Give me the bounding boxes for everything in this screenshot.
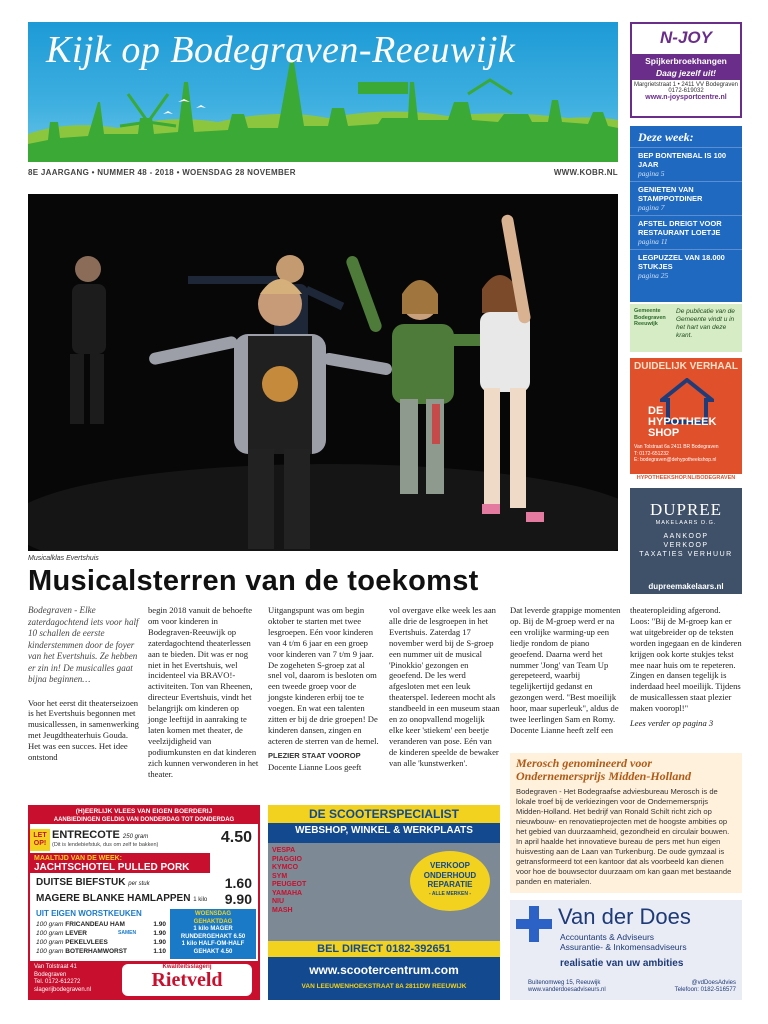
deze-week-item[interactable] (630, 147, 742, 181)
children-dancing-photo (28, 194, 618, 551)
article-lead: Bodegraven - Elke zaterdagochtend iets voor half 10 schallen de eerste kinderstemmen door de foyer van het Evertshuis. Ze hebben er zin in! De musicalles gaat bijna beginnen… (28, 605, 139, 684)
njoy-logo: N-JOY (660, 28, 712, 47)
deze-week-item-page: pagina 5 (638, 169, 665, 178)
service-badge: VERKOOP ONDERHOUD REPARATIE - ALLE MERKEN - (410, 851, 490, 911)
vanderdoes-contact: @vdDoesAdvies Telefoon: 0182-516577 (674, 980, 736, 993)
hypotheek-contact: Van Tolstraat 6a 2411 BR Bodegraven T: 0172-651232 E: bodegraven@dehypotheekshop.nl (634, 444, 719, 463)
vanderdoes-name: Van der Does (558, 904, 691, 929)
dupree-logo: DUPREE (649, 500, 723, 519)
issue-number: 8E JAARGANG • NUMMER 48 - 2018 • WOENSDAG 28 NOVEMBER (28, 168, 296, 177)
photo-caption: Musicalklas Evertshuis (28, 555, 99, 562)
product-entrecote: ENTRECOTE 250 gram (52, 829, 149, 841)
scooter-subtitle: WEBSHOP, WINKEL & WERKPLAATS (295, 825, 473, 836)
product-duitse-biefstuk: DUITSE BIEFSTUK per stuk (36, 877, 150, 888)
article-paragraph: Dat leverde grappige momenten op. Bij de M-groep werd er na een vrolijke warming-up een liedje rondom de piano geoefend. Daarna werd het nummer 'Jong' van Team Up gerepeteerd, waarbij tegelijkertijd gedanst en gezongen werd. "Best moeilijk hoor, maar superleuk", aldus de twee leerlingen Sam en Romy. Docente Lianne heeft zelf een (510, 605, 621, 735)
deze-week-item[interactable] (630, 215, 742, 249)
rietveld-footer (30, 961, 260, 1000)
worst-row: 100 gram PEKELVLEES 1.90 (36, 939, 166, 946)
article-paragraph: Voor het eerst dit theaterseizoen is het Evertshuis begonnen met musicallessen, in samenwerking met Jeugdtheaterhuis Gouda. Het was een succes. Het idee ontstond (28, 697, 139, 763)
article-subheading: PLEZIER STAAT VOOROP (268, 750, 361, 760)
article-headline: Musicalsterren van de toekomst (28, 565, 479, 597)
deze-week-item-title: LEGPUZZEL VAN 18.000 STUKJES (638, 253, 725, 271)
article-column-2 (148, 605, 260, 780)
price-biefstuk: 1.60 (224, 875, 252, 891)
deze-week-item-page: pagina 11 (638, 237, 668, 246)
article-column-4 (389, 605, 501, 769)
hypotheekshop-ad[interactable] (630, 358, 742, 482)
deze-week-item[interactable] (630, 249, 742, 283)
njoy-phone: 0172-619032 (668, 88, 704, 94)
dupree-website[interactable]: dupreemakelaars.nl (648, 582, 724, 591)
price-hamlappen: 9.90 (224, 891, 252, 907)
newspaper-title: Kijk op Bodegraven-Reeuwijk (46, 29, 516, 71)
deze-week-title: Deze week: (638, 130, 694, 144)
scooter-title: DE SCOOTERSPECIALIST (268, 805, 500, 823)
gehaktdag-box: WOENSDAG GEHAKTDAG 1 kilo MAGER RUNDERGEHAKT 6.50 1 kilo HALF-OM-HALF GEHAKT 4.50 (170, 909, 256, 959)
vanderdoes-ad[interactable] (510, 900, 742, 1000)
product-hamlappen: MAGERE BLANKE HAMLAPPEN 1 kilo (36, 893, 208, 904)
scooter-phone[interactable]: BEL DIRECT 0182-392651 (268, 941, 500, 957)
plus-logo-icon (516, 906, 552, 942)
vanderdoes-tagline: realisatie van uw ambities (560, 958, 684, 969)
gemeente-logo: Gemeente Bodegraven Reeuwijk (634, 308, 666, 327)
dupree-services: AANKOOP VERKOOP TAXATIES VERHUUR (639, 533, 733, 558)
scooter-ad[interactable] (268, 805, 500, 1000)
price-entrecote: 4.50 (220, 829, 252, 846)
deze-week-item-title: BEP BONTENBAL IS 100 JAAR (638, 151, 727, 169)
rietveld-contact: Van Tolstraat 41 Bodegraven Tel. 0172-612272 slagerijbodegraven.nl (34, 964, 92, 993)
deze-week-item-title: AFSTEL DREIGT VOOR RESTAURANT LOETJE (638, 219, 722, 237)
worst-row: 100 gram LEVER 1.90 (36, 930, 166, 937)
njoy-slogan: Daag jezelf uit! (632, 68, 740, 80)
entrecote-note: (Dit is lendebiefstuk, dus om zelf te bakken) (52, 842, 159, 848)
rietveld-top: (H)EERLIJK VLEES VAN EIGEN BOERDERIJ (30, 807, 258, 816)
njoy-address: Margrietstraat 1 • 2411 VV Bodegraven (633, 82, 739, 88)
eigen-worstkeuken: UIT EIGEN WORSTKEUKEN (36, 909, 142, 918)
njoy-website[interactable]: www.n-joysportcentre.nl (645, 94, 727, 101)
dupree-ad[interactable] (630, 488, 742, 594)
deze-week-item-page: pagina 7 (638, 203, 665, 212)
njoy-ad[interactable] (630, 22, 742, 118)
deze-week-item-page: pagina 25 (638, 271, 669, 280)
article-column-5 (510, 605, 622, 736)
masthead (28, 22, 618, 162)
worst-row: 100 gram FRICANDEAU HAM 1.90 (36, 921, 166, 928)
deze-week-item[interactable] (630, 181, 742, 215)
merosch-headline: Merosch genomineerd voor Ondernemersprijs Midden-Holland (516, 756, 692, 783)
samen-label: SAMEN (118, 930, 137, 936)
continued-link[interactable]: Lees verder op pagina 3 (630, 718, 714, 729)
hypotheek-headline: DUIDELIJK VERHAAL (634, 361, 738, 372)
dupree-sub: MAKELAARS O.G. (655, 520, 717, 526)
article-column-1 (28, 605, 140, 763)
let-op-badge: LET OP! (30, 829, 50, 851)
rietveld-sub: AANBIEDINGEN GELDIG VAN DONDERDAG TOT DONDERDAG (30, 816, 258, 824)
vanderdoes-services: Accountants & Adviseurs Assurantie- & Inkomensadviseurs (560, 932, 687, 952)
deze-week-box (630, 126, 742, 302)
hypotheek-website[interactable]: HYPOTHEEKSHOP.NL/BODEGRAVEN (630, 474, 742, 482)
merosch-article (510, 753, 742, 893)
hypotheek-brand: DE HYPOTHEEK SHOP (648, 405, 717, 439)
deze-week-item-title: GENIETEN VAN STAMPPOTDINER (638, 185, 703, 203)
worst-list (36, 920, 166, 956)
merosch-body: Bodegraven - Het Bodegraafse adviesbureau Merosch is de lokale troef bij de verkiezingen voor de Ondernemersprijs Midden-Holland. Het bedrijf van Ronald Schilt richt zich op nieuwbouw- en renovatieprojecten met de hoogste ambities op het gebied van duurzaamheid, gezondheid en circulair bouwen. In april haalde het innovatieve bureau de pers met hun eigen huisvesting aan de Laan van Turkenburg. De oude gymzaal is getransformeerd tot een kantoor dat als voorbeeld kan dienen voor hoe de bouwsector duurzaam om kan gaan met bestaande panden en materialen. (516, 787, 732, 886)
scooter-brands: VESPA PIAGGIO KYMCO SYM PEUGEOT YAMAHA NIU MASH (272, 847, 307, 914)
article-paragraph: Docente Lianne Loos geeft (268, 761, 362, 772)
article-paragraph: theateropleiding afgerond. Loos: "Bij de M-groep kan er wat uitgebreider op de teksten worden ingegaan en de kinderen krijgen ook korte stukjes tekst mee naar huis om te repeteren. Zingen en dansen tegelijk is inderdaad heel moeilijk. Tijdens de musicallessen staat plezier maken vooropl!" (630, 605, 742, 714)
gemeente-notice[interactable] (630, 304, 742, 352)
rietveld-ad[interactable] (28, 805, 260, 1000)
article-paragraph: begin 2018 vanuit de behoefte om voor kinderen in Bodegraven-Reeuwijk op zaterdagochtend theaterlessen aan te bieden. Dit was er nog niet in het Evertshuis, wel incidenteel via BRAVO!-activiteiten. Ton van Rheenen, directeur Evertshuis, vindt het belangrijk om kinderen op jonge leeftijd in aanraking te laten komen met theater, de veelzijdigheid van podiumkunsten en dat kinderen zich kunnen verwonderen in het theater. (148, 605, 259, 779)
article-column-3 (268, 605, 380, 773)
issue-info-line (28, 168, 618, 177)
article-paragraph: Uitgangspunt was om begin oktober te starten met twee lesgroepen. Eén voor kinderen van 4 t/m 6 jaar en een groep voor kinderen van 7 t/m 9 jaar. De zogeheten S-groep zat al snel vol, daarom is besloten om een tweede groep voor de jongste kinderen erbij toe te voegen. En wat een talenten zitten er bij de drie groepen! De kinderen dansen, zingen en acteren de sterren van de hemel. (268, 605, 379, 746)
rietveld-logo: Kwaliteitsslagerij Rietveld (122, 964, 252, 996)
worst-row: 100 gram BOTERHAMWORST 1.10 (36, 948, 166, 955)
gemeente-text: De publicatie van de Gemeente vindt u in het hart van deze krant. (676, 308, 735, 339)
article-photo (28, 194, 618, 551)
article-paragraph: vol overgave elke week les aan alle drie de lesgroepen in het Evertshuis. Zaterdag 17 november werd bij de S-groep een nummer uit de musical 'Pinokkio' gezongen en geoefend. De les werd afgesloten met een leuk theaterspel. Iedereen mocht als standbeeld in een museum staan en zo onopvallend mogelijk elke keer 'stiekem' een beetje veranderen van pose. Eén van de kinderen speelde de bewaker van alle 'kunstwerken'. (389, 605, 500, 768)
article-column-6 (630, 605, 742, 729)
scooter-address: VAN LEEUWENHOEKSTRAAT 8A 2811DW REEUWIJK (301, 983, 467, 990)
maaltijd-vd-week: MAALTIJD VAN DE WEEK: JACHTSCHOTEL PULLED PORK (30, 853, 210, 873)
scooter-website[interactable]: www.scootercentrum.com (309, 963, 459, 977)
website-url: WWW.KOBR.NL (553, 168, 618, 177)
njoy-headline: Spijkerbroekhangen (632, 54, 740, 68)
vanderdoes-address: Buitenomweg 15, Reeuwijk www.vanderdoesadviseurs.nl (528, 980, 606, 993)
